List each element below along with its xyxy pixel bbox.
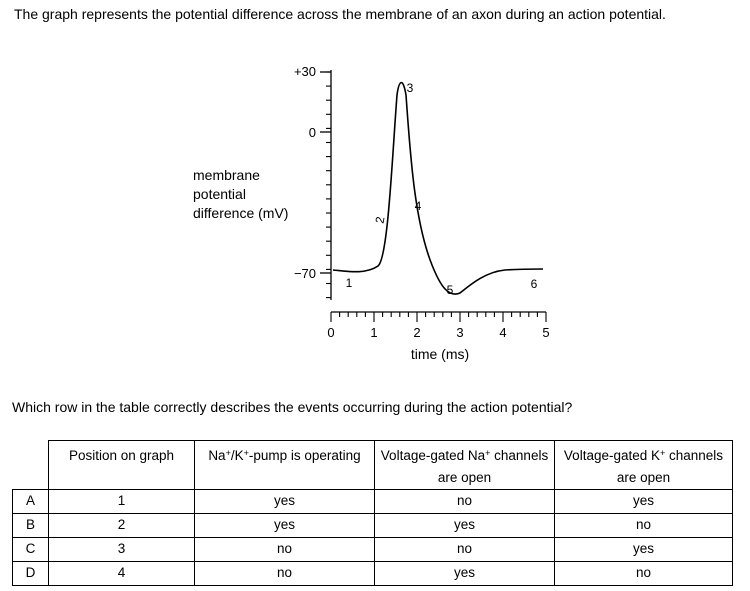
position-label-3: 3 [406,81,414,95]
table-row [13,490,733,514]
position-label-5: 5 [446,283,454,297]
row-na: yes [375,514,555,538]
row-pump: no [195,538,375,562]
header-na-main: Voltage-gated Na [380,448,486,463]
position-label-2: 2 [372,215,388,225]
header-position [49,441,195,490]
row-letter: B [13,514,49,538]
y-tick-label-plus30: +30 [293,64,316,79]
header-na-sup: + [485,448,491,458]
action-potential-curve [333,83,543,294]
y-tick-label-minus70: −70 [293,266,316,281]
row-pump: no [195,562,375,586]
position-label-1: 1 [345,276,353,290]
header-na-channels [375,441,555,490]
row-k: no [555,562,733,586]
question-prompt: Which row in the table correctly describes the events occurring during the action potential? [12,399,573,415]
header-k-sup: + [660,448,666,458]
row-position: 1 [49,490,195,514]
header-k-tail: channels [665,448,724,463]
row-k: yes [555,490,733,514]
row-position: 4 [49,562,195,586]
table-row [13,538,733,562]
header-position-text: Position on graph [68,448,175,463]
position-label-4: 4 [414,199,422,213]
table-header-row [13,441,733,490]
position-label-6: 6 [530,277,538,291]
header-pump-k: /K [230,448,244,463]
header-k-line2: are open [616,470,671,485]
y-axis-label-line2: potential [193,186,246,202]
row-k: no [555,514,733,538]
x-tick-label-5: 5 [542,325,550,340]
table-row [13,562,733,586]
x-tick-label-4: 4 [499,325,507,340]
header-pump-sup1: + [225,448,231,458]
row-pump: yes [195,490,375,514]
header-k-channels [555,441,733,490]
row-letter: A [13,490,49,514]
y-axis-label-line3: difference (mV) [193,205,289,221]
row-na: yes [375,562,555,586]
header-pump-tail: -pump is operating [248,448,361,463]
row-letter: D [13,562,49,586]
row-pump: yes [195,514,375,538]
row-k: yes [555,538,733,562]
x-axis-label: time (ms) [410,346,470,362]
header-na-line2: are open [437,470,492,485]
table-row [13,514,733,538]
row-letter: C [13,538,49,562]
x-tick-label-3: 3 [456,325,464,340]
row-position: 3 [49,538,195,562]
x-tick-label-1: 1 [370,325,378,340]
y-tick-marks [326,72,331,298]
x-tick-label-2: 2 [413,325,421,340]
header-na-tail: channels [490,448,549,463]
question-intro: The graph represents the potential difference across the membrane of an axon during an action potential. [14,6,666,22]
corner-cell [13,441,49,490]
row-na: no [375,490,555,514]
answer-table [12,440,733,586]
y-axis-label-line1: membrane [193,167,260,183]
x-tick-marks [331,312,546,322]
header-pump-na: Na [208,448,226,463]
row-na: no [375,538,555,562]
x-tick-label-0: 0 [327,325,335,340]
header-pump-sup2: + [243,448,249,458]
header-pump [195,441,375,490]
y-tick-label-0: 0 [308,125,316,140]
header-k-main: Voltage-gated K [563,448,660,463]
row-position: 2 [49,514,195,538]
